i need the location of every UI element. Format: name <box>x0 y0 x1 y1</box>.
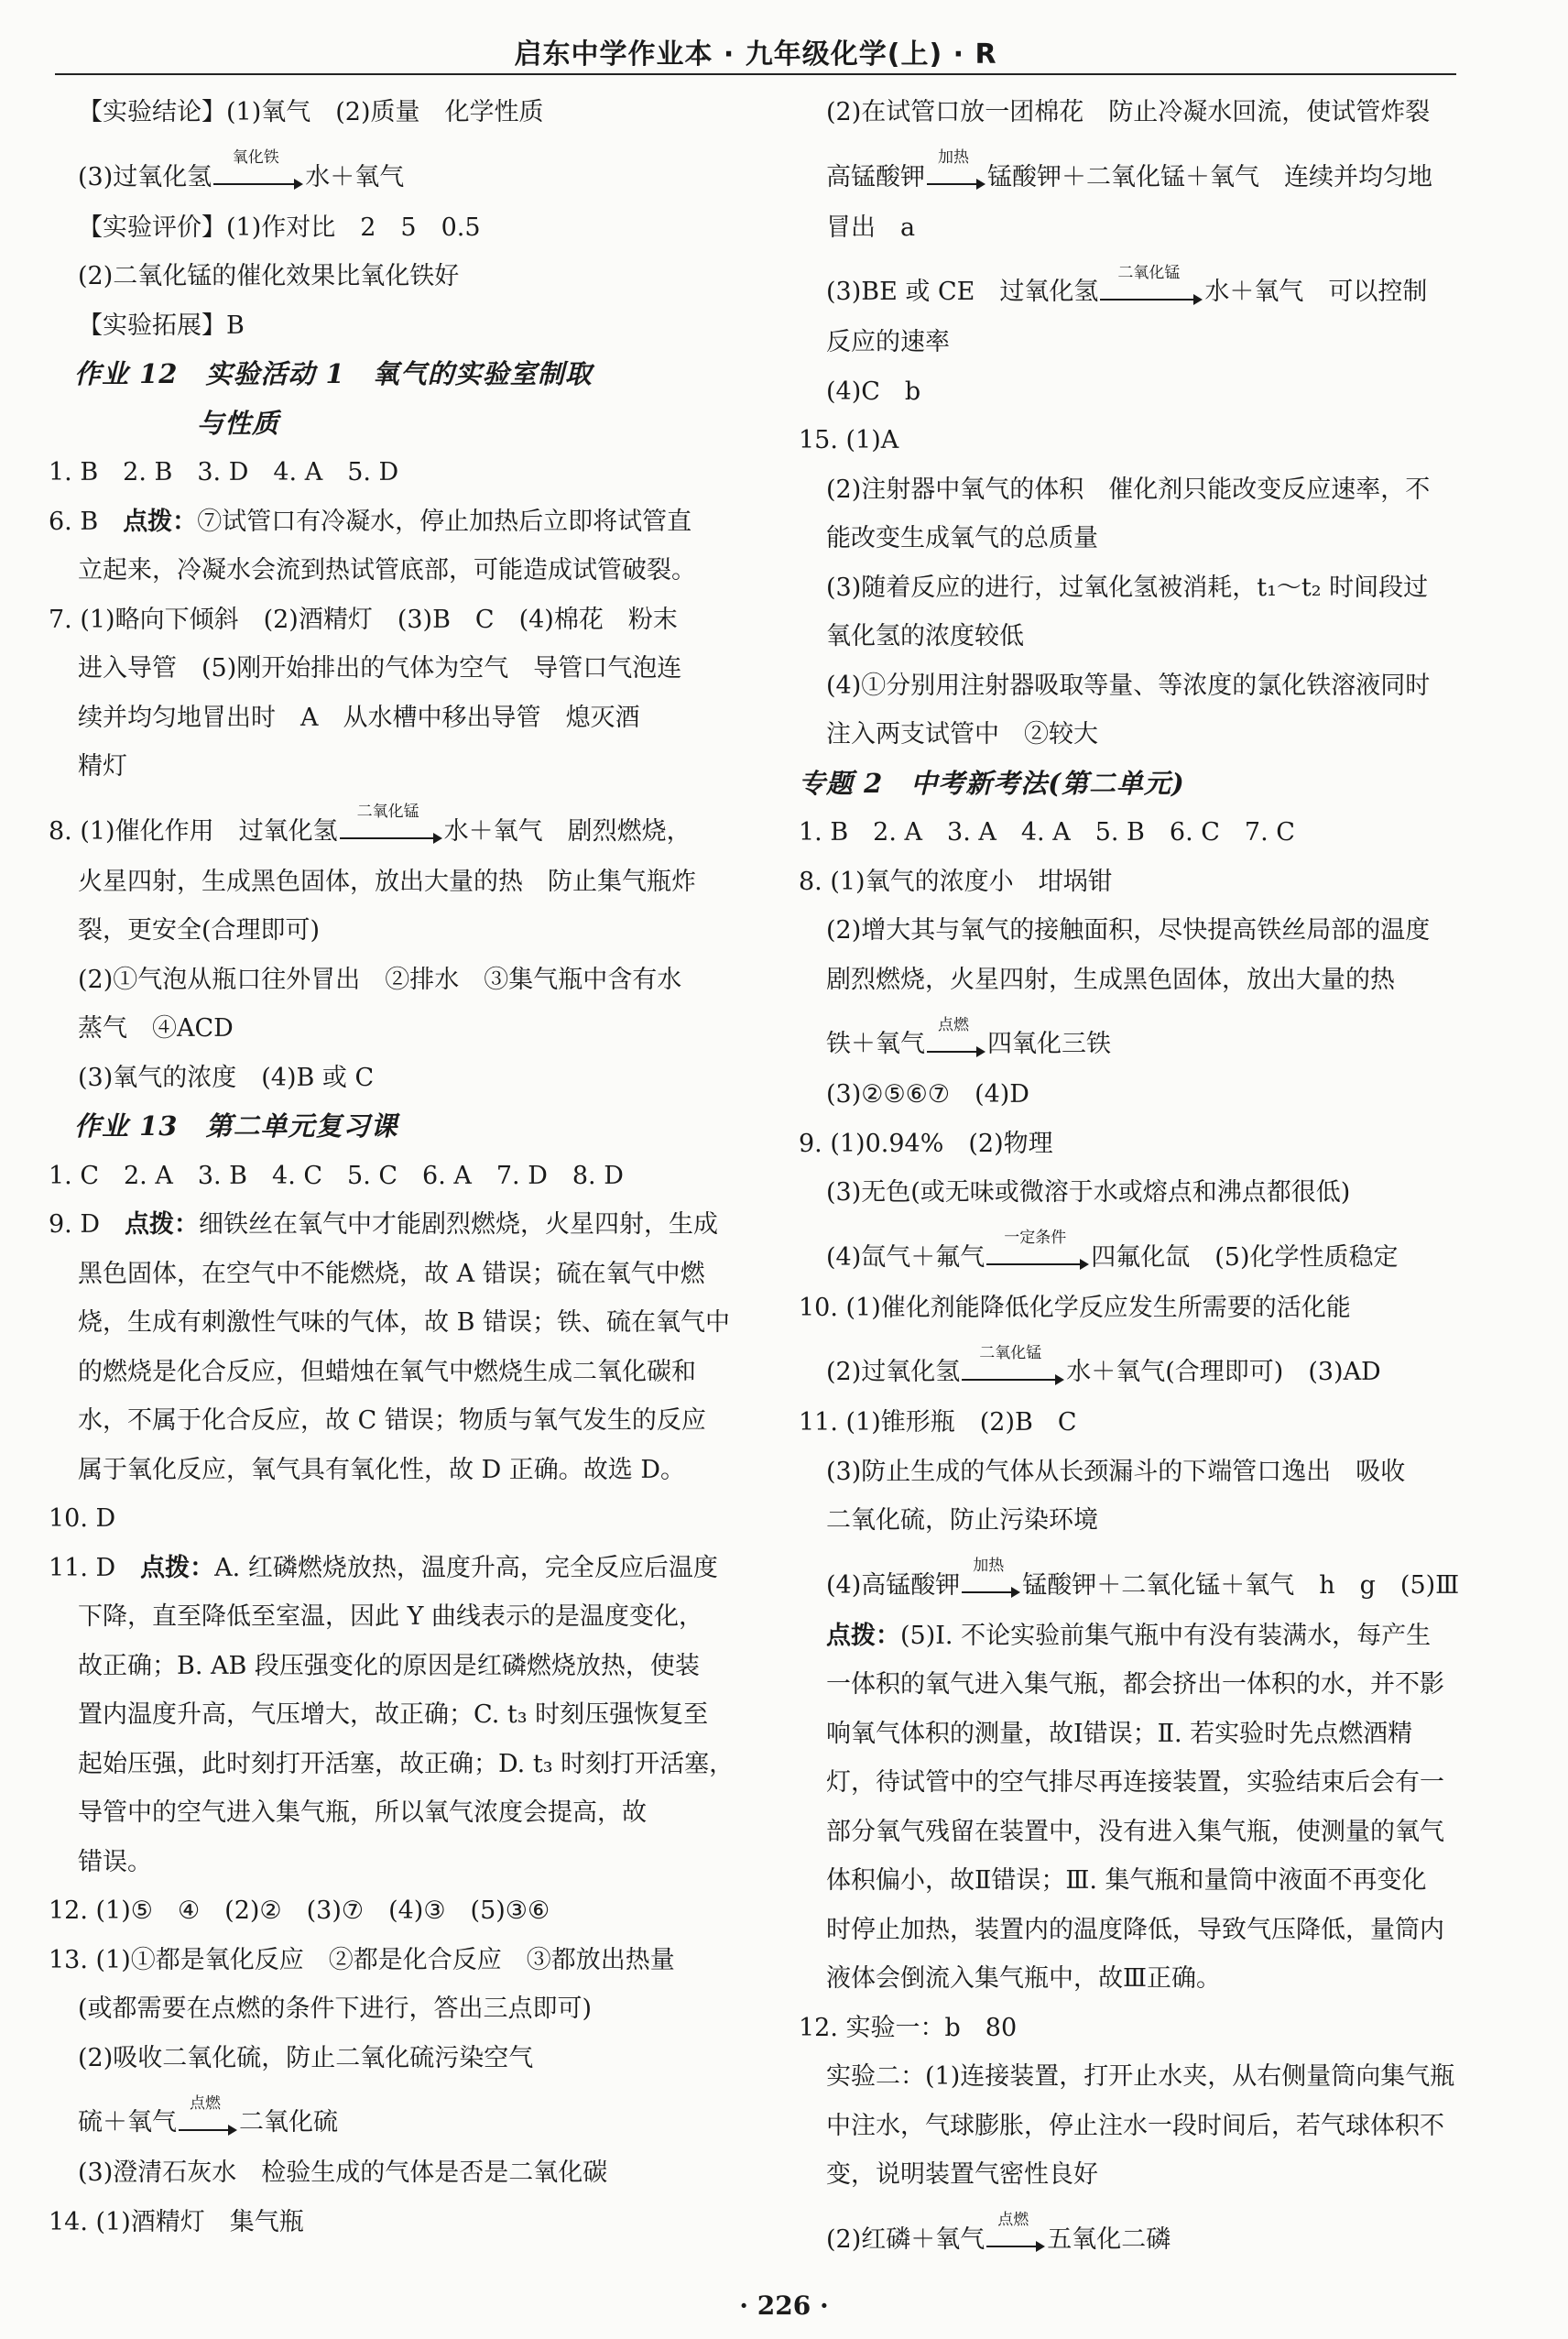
answer-line: 15. (1)A <box>799 426 899 454</box>
text-line: (3)随着反应的进行，过氧化氢被消耗，t₁～t₂ 时间段过 <box>826 573 1429 602</box>
text-line: 精灯 <box>78 752 127 781</box>
text-line: 起始压强，此时刻打开活塞，故正确；D. t₃ 时刻打开活塞， <box>78 1749 735 1778</box>
text-line: 火星四射，生成黑色固体，放出大量的热 防止集气瓶炸 <box>78 867 696 896</box>
text-line: 反应的速率 <box>826 328 950 356</box>
text-line: 体积偏小，故Ⅱ错误；Ⅲ. 集气瓶和量筒中液面不再变化 <box>826 1866 1427 1895</box>
text-line: (2)吸收二氧化硫，防止二氧化硫污染空气 <box>78 2043 534 2072</box>
answer-line: 9. D 点拨：细铁丝在氧气中才能剧烈燃烧，火星四射，生成 <box>49 1210 718 1239</box>
text-line: 故正确；B. AB 段压强变化的原因是红磷燃烧放热，使装 <box>78 1651 700 1680</box>
reaction-condition: 点燃 <box>938 1015 969 1034</box>
text-line: (3)无色(或无味或微溶于水或熔点和沸点都很低) <box>826 1178 1351 1207</box>
text-line: 【实验结论】(1)氧气 (2)质量 化学性质 <box>78 98 544 126</box>
text-line: (3)②⑤⑥⑦ (4)D <box>826 1080 1029 1109</box>
reaction-condition: 加热 <box>973 1557 1005 1575</box>
text-line: 一体积的氧气进入集气瓶，都会挤出一体积的水，并不影 <box>826 1670 1444 1699</box>
text-line: 冒出 a <box>826 213 916 242</box>
product: 水＋氧气 <box>305 162 405 191</box>
text-line: 液体会倒流入集气瓶中，故Ⅲ正确。 <box>826 1964 1222 1993</box>
text-line: (或都需要在点燃的条件下进行，答出三点即可) <box>78 1995 593 2023</box>
answer-line: 1. B 2. B 3. D 4. A 5. D <box>49 458 399 486</box>
equation-line: 8. (1)催化作用 过氧化氢 二氧化锰 水＋氧气 剧烈燃烧， <box>49 803 691 846</box>
text-line: (2)在试管口放一团棉花 防止冷凝水回流，使试管炸裂 <box>826 98 1431 126</box>
text-line: 响氧气体积的测量，故Ⅰ错误；Ⅱ. 若实验时先点燃酒精 <box>826 1719 1413 1748</box>
text-line: (2)①气泡从瓶口往外冒出 ②排水 ③集气瓶中含有水 <box>78 965 682 994</box>
reaction-arrow <box>927 148 985 187</box>
equation-line: 高锰酸钾 加热 锰酸钾＋二氧化锰＋氧气 连续并均匀地 <box>826 148 1432 191</box>
section-title-special-2: 专题 2 中考新考法(第二单元) <box>799 767 1185 799</box>
text-line: 时停止加热，装置内的温度降低，导致气压降低，量筒内 <box>826 1915 1444 1944</box>
reaction-condition: 二氧化锰 <box>979 1343 1042 1362</box>
text-line: 的燃烧是化合反应，但蜡烛在氧气中燃烧生成二氧化碳和 <box>78 1357 696 1386</box>
answer-line: 13. (1)①都是氧化反应 ②都是化合反应 ③都放出热量 <box>49 1945 675 1974</box>
equation-line: 铁＋氧气 点燃 四氧化三铁 <box>826 1015 1111 1058</box>
text-line: (3)防止生成的气体从长颈漏斗的下端管口逸出 吸收 <box>826 1457 1406 1486</box>
header-rule <box>55 73 1456 75</box>
text-line: (3)澄清石灰水 检验生成的气体是否是二氧化碳 <box>78 2159 608 2187</box>
text-line: 黑色固体，在空气中不能燃烧，故 A 错误；硫在氧气中燃 <box>78 1259 705 1288</box>
equation-line <box>78 137 742 203</box>
text-line: 下降，直至降低至室温，因此 Y 曲线表示的是温度变化， <box>78 1602 703 1631</box>
text-line: 实验二：(1)连接装置，打开止水夹，从右侧量筒向集气瓶 <box>826 2062 1455 2091</box>
reaction-arrow <box>213 148 303 187</box>
text-line: (3)氧气的浓度 (4)B 或 C <box>78 1063 375 1092</box>
hint-label: 点拨： <box>123 507 198 536</box>
reaction-condition: 氧化铁 <box>232 148 279 167</box>
text-line: (2)二氧化锰的催化效果比氧化铁好 <box>78 262 460 290</box>
answer-line: 11. (1)锥形瓶 (2)B C <box>799 1408 1077 1437</box>
text-line: 蒸气 ④ACD <box>78 1014 234 1043</box>
text-line: 氧化氢的浓度较低 <box>826 622 1024 650</box>
answer-line: 10. (1)催化剂能降低化学反应发生所需要的活化能 <box>799 1293 1351 1322</box>
hint-label: 点拨： <box>140 1553 215 1582</box>
text-line: 烧，生成有刺激性气味的气体，故 B 错误；铁、硫在氧气中 <box>78 1308 731 1337</box>
equation-line: (2)红磷＋氧气 点燃 五氧化二磷 <box>826 2211 1171 2254</box>
answer-line: 11. D 点拨：A. 红磷燃烧放热，温度升高，完全反应后温度 <box>49 1553 718 1582</box>
equation-line: (4)高锰酸钾 加热 锰酸钾＋二氧化锰＋氧气 h g (5)Ⅲ <box>826 1557 1460 1600</box>
reaction-arrow <box>962 1557 1020 1595</box>
text-line: 部分氧气残留在装置中，没有进入集气瓶，使测量的氧气 <box>826 1817 1444 1846</box>
text-line: 水，不属于化合反应，故 C 错误；物质与氧气发生的反应 <box>78 1406 706 1435</box>
text-line: 二氧化硫，防止污染环境 <box>826 1506 1098 1535</box>
answer-line: 6. B 点拨：⑦试管口有冷凝水，停止加热后立即将试管直 <box>49 507 692 536</box>
answer-line: 14. (1)酒精灯 集气瓶 <box>49 2207 304 2236</box>
text-line: 剧烈燃烧，火星四射，生成黑色固体，放出大量的热 <box>826 965 1395 994</box>
text-line: 属于氧化反应，氧气具有氧化性，故 D 正确。故选 D。 <box>78 1455 686 1484</box>
text-line: 导管中的空气进入集气瓶，所以氧气浓度会提高，故 <box>78 1798 647 1827</box>
right-column <box>799 88 1467 2266</box>
hint-label: 点拨： <box>826 1621 900 1650</box>
text-line: (2)增大其与氧气的接触面积，尽快提高铁丝局部的温度 <box>826 916 1431 945</box>
text-line: 灯，待试管中的空气排尽再连接装置，实验结束后会有一 <box>826 1768 1444 1797</box>
text-line: 【实验评价】(1)作对比 2 5 0.5 <box>78 213 481 242</box>
reaction-condition: 一定条件 <box>1004 1229 1067 1247</box>
text-line: (4)C b <box>826 377 921 406</box>
text-line: 【实验拓展】B <box>78 311 245 340</box>
reaction-arrow <box>986 1229 1089 1267</box>
text-line: 进入导管 (5)刚开始排出的气体为空气 导管口气泡连 <box>78 654 682 683</box>
text-line: (4)①分别用注射器吸取等量、等浓度的氯化铁溶液同时 <box>826 671 1431 700</box>
reactant: (3)过氧化氢 <box>78 162 212 191</box>
section-title-12-cont: 与性质 <box>197 407 280 439</box>
page-header: 启东中学作业本 · 九年级化学(上) · R <box>514 38 997 71</box>
reaction-condition: 点燃 <box>190 2093 221 2113</box>
reaction-arrow <box>1100 263 1203 302</box>
answer-line: 1. C 2. A 3. B 4. C 5. C 6. A 7. D 8. D <box>49 1161 624 1190</box>
text-line: 续并均匀地冒出时 A 从水槽中移出导管 熄灭酒 <box>78 703 640 732</box>
answer-line: 9. (1)0.94% (2)物理 <box>799 1129 1053 1158</box>
hint-label: 点拨： <box>125 1210 199 1239</box>
text-line: 注入两支试管中 ②较大 <box>826 720 1098 749</box>
section-title-12: 作业 12 实验活动 1 氧气的实验室制取 <box>74 358 593 389</box>
page-number: · 226 · <box>739 2290 829 2321</box>
answer-line: 12. 实验一：b 80 <box>799 2013 1018 2042</box>
text-line: 能改变生成氧气的总质量 <box>826 524 1098 552</box>
reaction-condition: 二氧化锰 <box>356 803 419 821</box>
reaction-arrow <box>340 803 442 841</box>
reaction-arrow <box>962 1343 1064 1383</box>
answer-line: 7. (1)略向下倾斜 (2)酒精灯 (3)B C (4)棉花 粉末 <box>49 605 678 634</box>
equation-line: (3)BE 或 CE 过氧化氢 二氧化锰 水＋氧气 可以控制 <box>826 263 1428 306</box>
answer-line: 12. (1)⑤ ④ (2)② (3)⑦ (4)③ (5)③⑥ <box>49 1896 550 1925</box>
equation-line: 硫＋氧气 点燃 二氧化硫 <box>78 2093 338 2137</box>
reaction-condition: 加热 <box>938 148 969 167</box>
left-column <box>49 88 742 2246</box>
reaction-condition: 点燃 <box>997 2211 1029 2229</box>
text-line: 置内温度升高，气压增大，故正确；C. t₃ 时刻压强恢复至 <box>78 1700 709 1729</box>
answer-line: 1. B 2. A 3. A 4. A 5. B 6. C 7. C <box>799 818 1295 847</box>
equation-line: (4)氙气＋氟气 一定条件 四氟化氙 (5)化学性质稳定 <box>826 1229 1399 1272</box>
answer-line: 10. D <box>49 1504 116 1533</box>
text-line: 立起来，冷凝水会流到热试管底部，可能造成试管破裂。 <box>78 556 696 585</box>
text-line: 变，说明装置气密性良好 <box>826 2160 1098 2189</box>
equation-line: (2)过氧化氢 二氧化锰 水＋氧气(合理即可) (3)AD <box>826 1343 1381 1386</box>
reaction-arrow <box>179 2093 237 2133</box>
text-line: 中注水，气球膨胀，停止注水一段时间后，若气球体积不 <box>826 2111 1444 2140</box>
reaction-arrow <box>986 2211 1045 2249</box>
reaction-condition: 二氧化锰 <box>1117 263 1181 282</box>
reaction-arrow <box>927 1015 985 1055</box>
text-line: 裂，更安全(合理即可) <box>78 916 321 945</box>
text-line: 错误。 <box>78 1847 152 1876</box>
section-title-13: 作业 13 第二单元复习课 <box>74 1110 398 1142</box>
text-line: (2)注射器中氧气的体积 催化剂只能改变反应速率，不 <box>826 475 1431 504</box>
answer-line: 8. (1)氧气的浓度小 坩埚钳 <box>799 867 1113 896</box>
text-line: 点拨：(5)Ⅰ. 不论实验前集气瓶中有没有装满水，每产生 <box>826 1621 1432 1650</box>
